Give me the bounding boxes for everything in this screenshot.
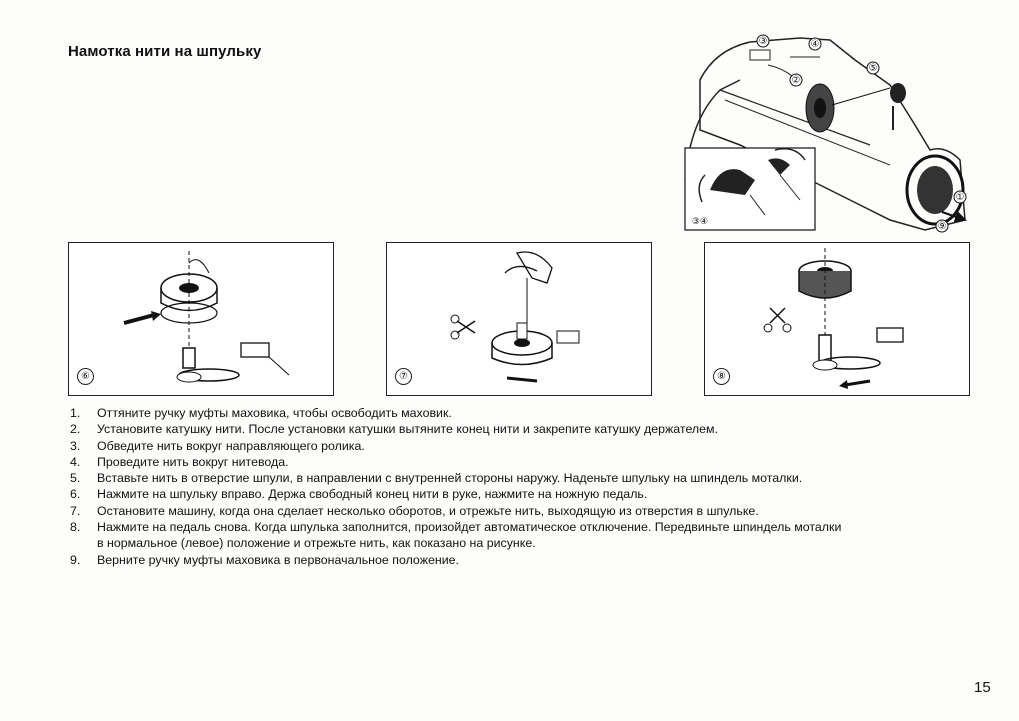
step-item: 5. Вставьте нить в отверстие шпули, в направлении с внутренней стороны наружу. Наденьте шпульку на шпиндель моталки. xyxy=(70,471,803,486)
panel-number: ⑧ xyxy=(713,368,730,385)
step-8-illustration xyxy=(704,242,970,396)
step-item: 9. Верните ручку муфты маховика в первоначальное положение. xyxy=(70,552,459,567)
instruction-steps xyxy=(70,405,970,568)
panel-number: ⑥ xyxy=(77,368,94,385)
callout-3-4: ③④ xyxy=(691,217,709,227)
step-6-illustration xyxy=(68,242,334,396)
step-item: 2. Установите катушку нити. После установки катушки вытяните конец нити и закрепите катушку держателем. xyxy=(70,422,719,437)
step-item: 4. Проведите нить вокруг нитевода. xyxy=(70,454,289,469)
machine-overview-illustration xyxy=(680,30,980,235)
step-item: 1. Оттяните ручку муфты маховика, чтобы освободить маховик. xyxy=(70,406,452,420)
step-item: 7. Остановите машину, когда она сделает несколько оборотов, и отрежьте нить, выходящую из отверстия в шпульке. xyxy=(70,503,759,518)
callout-1: ① xyxy=(955,192,965,203)
callout-9: ⑨ xyxy=(937,221,947,232)
step-7-illustration xyxy=(386,242,652,396)
step-item: 6. Нажмите на шпульку вправо. Держа свободный конец нити в руке, нажмите на ножную педаль. xyxy=(70,487,648,502)
callout-4: ④ xyxy=(810,39,820,50)
step-item: 3. Обведите нить вокруг направляющего ролика. xyxy=(70,438,365,453)
page-number: 15 xyxy=(974,679,991,696)
callout-2: ② xyxy=(791,75,801,86)
callout-5: ⑤ xyxy=(868,63,878,74)
panel-number: ⑦ xyxy=(395,368,412,385)
step-item: 8. Нажмите на педаль снова. Когда шпулька заполнится, произойдет автоматическое отключение. Передвиньте шпиндель моталки в нормальное (левое) положение и отрежьте нить, как показано на рисунке. xyxy=(70,520,842,551)
page-title: Намотка нити на шпульку xyxy=(68,43,262,60)
callout-3: ③ xyxy=(758,36,768,47)
